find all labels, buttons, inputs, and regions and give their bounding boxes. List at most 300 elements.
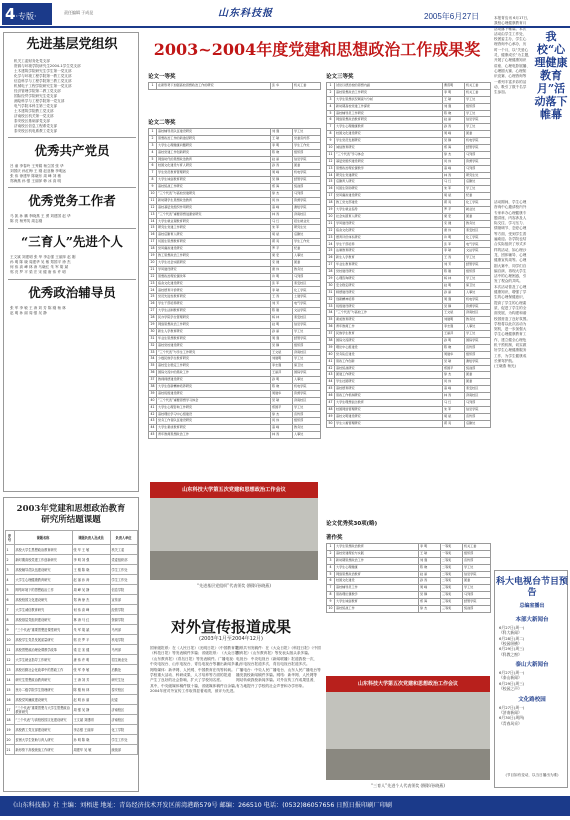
award-cell: 35 [149, 363, 157, 370]
award-cell: 刘建明 [271, 356, 293, 363]
award-cell: 网络思想政治工作研究 [157, 321, 271, 328]
award-cell: 青年教师思想政治工作 [157, 432, 271, 439]
award-cell: 6 [327, 578, 335, 585]
award-cell: 校园文化建设 [335, 578, 419, 585]
award-row [149, 191, 321, 198]
award-cell: 人事处 [293, 377, 321, 384]
award-cell: 赵 明 [271, 321, 293, 328]
award-cell: 高校德育研究 [335, 386, 443, 393]
photo1-caption: “先进基层党组织”代表领奖 (摄影/孙晓燕) [197, 583, 271, 588]
title-three-education: “三育人”先进个人 [21, 234, 123, 249]
research-cell: 14 [5, 675, 14, 685]
award-cell: 马列部 [293, 273, 321, 280]
award-row [327, 578, 491, 585]
award-cell: 胡 斌 [271, 232, 293, 239]
award-row [327, 83, 491, 90]
award-cell: 组织部 [293, 342, 321, 349]
org-item: 土木建筑学院研究生学生第一党支部 [14, 69, 72, 73]
award-cell: 林 涛 [271, 211, 293, 218]
award-cell: 23 [149, 280, 157, 287]
award-cell: 土建学院 [293, 294, 321, 301]
publicity-text-1 [150, 646, 243, 695]
award-cell: 29 [149, 321, 157, 328]
research-cell: 郑 海 徐 杰 [72, 595, 110, 605]
award-cell: 机关工委 [293, 83, 321, 90]
tv-program-line: 6月29日(周三) [499, 680, 525, 686]
research-cell: 6 [5, 595, 14, 605]
award-cell: 人事处 [465, 324, 491, 331]
publicity-line: 2004年度对外宣传工作取得显著成绩，被评为先进。 [150, 689, 237, 694]
award-cell: 大学生思想状况调查与分析 [335, 96, 443, 103]
award-row [149, 301, 321, 308]
award-cell: 团委 [293, 259, 321, 266]
award-cell: 28 [149, 315, 157, 322]
research-header-cell: 序号 [5, 531, 14, 545]
award-cell: 刘 芳 [443, 262, 465, 269]
publicity-line: 山东电视台报道多次，青岛电视台报道多次。 [236, 662, 310, 667]
publicity-title: 对外宣传报道成果 [170, 618, 291, 636]
award-cell: 陈 晓 [419, 564, 441, 571]
award-cell: 济南校区 [293, 397, 321, 404]
publicity-subtitle: (2003年1月至2004年12月) [199, 636, 263, 642]
sidebar-article-top [494, 200, 534, 370]
sidebar-line: 编自演，再现大学生 [494, 268, 527, 273]
award-row [327, 110, 491, 117]
award-cell: 2 [149, 135, 157, 142]
sidebar-line: 开展了心理健康知识 [494, 58, 527, 63]
research-cell: 唐 伟 许 明 [72, 655, 110, 665]
award-cell: 林 涛 [271, 432, 293, 439]
award-cell: 组织部 [463, 550, 491, 557]
award-row [149, 83, 321, 90]
award-cell: 高校基层党组织作用研究 [157, 204, 271, 211]
award-row [149, 321, 321, 328]
award-cell: 国际交流研究 [335, 337, 443, 344]
research-cell: 15 [5, 685, 14, 695]
award-cell: 安全稳定研究 [335, 282, 443, 289]
award-cell: 赵 丽 [419, 571, 441, 578]
award-row [327, 275, 491, 282]
award-cell: 学生社团研究 [335, 379, 443, 386]
award-cell: 网络时代的思想政治教育 [157, 156, 271, 163]
research-cell: “三个代表”与高校校园文化建设研究 [14, 715, 72, 725]
award-cell: 李 明 [443, 89, 465, 96]
research-cell: 17 [5, 705, 14, 715]
research-cell: 何 伟 高 峰 [72, 605, 110, 615]
research-row [5, 575, 137, 585]
award-row [327, 344, 491, 351]
first-prize-table [148, 82, 321, 90]
research-cell: 孙 明 陈 晓 [72, 735, 110, 745]
tv-station-name: 本部大新闻台 [515, 617, 549, 623]
award-cell: “三个代表”重要思想进课堂研究 [157, 211, 271, 218]
award-cell: 22 [327, 227, 335, 234]
award-cell: 保卫处 [465, 282, 491, 289]
research-cell: 20 [5, 735, 14, 745]
award-cell: 唐 伟 [443, 227, 465, 234]
award-row [327, 317, 491, 324]
page-number-box [2, 3, 52, 25]
award-cell: 周 峰 [443, 131, 465, 138]
sidebar-line: 好学生心理健康服务 [494, 348, 527, 353]
award-cell: 郭 亮 [271, 239, 293, 246]
award-cell: 文法学院 [465, 248, 491, 255]
sidebar-line: 样的活动，如心理沙 [494, 247, 527, 252]
award-row [327, 571, 491, 578]
award-cell: 宣传部 [463, 557, 491, 564]
award-cell: 刘 强 [443, 103, 465, 110]
award-row [327, 399, 491, 406]
member-list [10, 164, 136, 184]
award-cell: 三等奖 [441, 599, 463, 606]
tv-program-line: 《科大新闻》 [499, 630, 522, 636]
award-cell: 信息学院 [465, 406, 491, 413]
award-cell: 党委宣传部 [293, 135, 321, 142]
award-cell: 4 [327, 103, 335, 110]
award-cell: 信息学院 [465, 117, 491, 124]
award-cell: 李 明 [419, 544, 441, 551]
award-row [149, 239, 321, 246]
third-prize-title: 论文三等奖 [326, 74, 354, 80]
research-header-cell: 课题名称 [14, 531, 72, 545]
divider [8, 137, 136, 138]
award-cell: 新时期思想政治工作 [335, 557, 419, 564]
award-cell: 37 [327, 331, 335, 338]
publicity-line: 教育报》《山东教育报》等发表头版头条多篇。 [236, 651, 312, 656]
research-cell: 后勤处 [110, 665, 137, 675]
award-row [149, 432, 321, 439]
tv-sections [499, 613, 565, 727]
award-cell: 46 [327, 393, 335, 400]
award-cell: 张 军 [271, 280, 293, 287]
award-cell: 创新精神培养 [335, 296, 443, 303]
award-cell: 赵 明 [443, 282, 465, 289]
award-cell: 保卫处 [293, 363, 321, 370]
award-cell: 学工处 [293, 404, 321, 411]
award-cell: 高校统战工作 [335, 606, 419, 613]
award-cell: 陈 晓 [443, 110, 465, 117]
sidebar-line: 情绪调节、恋爱心理 [494, 226, 527, 231]
research-row [5, 715, 137, 725]
sidebar-line: 动，吸引了数千名学 [494, 84, 527, 89]
award-cell: 37 [149, 377, 157, 384]
divider [8, 187, 136, 188]
award-cell: 党校建设研究 [335, 269, 443, 276]
award-cell: 吴 敏 [443, 358, 465, 365]
award-cell: 学风建设研究 [335, 220, 443, 227]
award-cell: 王丽萍 [443, 331, 465, 338]
research-cell: 网络环境下的思想政治工作 [14, 585, 72, 595]
award-cell: 宿舍文化建设研究 [157, 280, 271, 287]
award-cell: 电气学院 [465, 241, 491, 248]
award-cell: 学工处 [465, 275, 491, 282]
award-cell: 18 [327, 200, 335, 207]
research-cell: 张 军 李 敏 [72, 665, 110, 675]
award-cell: 班级建设研究 [335, 303, 443, 310]
award-cell: 人事处 [293, 432, 321, 439]
award-cell: 后勤处 [465, 420, 491, 427]
award-cell: 马列部 [293, 191, 321, 198]
award-cell: 5 [327, 571, 335, 578]
award-row [149, 156, 321, 163]
award-cell: 大学生法制教育研究 [157, 308, 271, 315]
award-cell: 42 [327, 365, 335, 372]
award-cell: 思政理论课教学 [335, 592, 419, 599]
award-row [149, 149, 321, 156]
award-cell: 7 [327, 585, 335, 592]
award-cell: 32 [327, 296, 335, 303]
research-cell: 招生就业处 [110, 655, 137, 665]
sidebar-line: 理咨询中心承办，历 [494, 42, 527, 47]
research-cell: 信息学院 [110, 585, 137, 595]
sidebar-line: 契机，进一步加强大 [494, 327, 527, 332]
research-cell: 学生工作处 [110, 575, 137, 585]
award-row [149, 163, 321, 170]
award-cell: 党风廉政建设研究 [157, 246, 271, 253]
award-cell: 张 华 [271, 83, 293, 90]
award-cell: 高校党建工作创新研究 [157, 149, 271, 156]
first-prize-title: 论文一等奖 [148, 74, 176, 80]
award-row [149, 404, 321, 411]
award-cell: 社会实践育人研究 [335, 213, 443, 220]
award-row [327, 351, 491, 358]
award-row [327, 138, 491, 145]
award-cell: 诚信教育研究 [335, 145, 443, 152]
award-cell: 在新形势下加强高校思想政治工作的研究 [157, 83, 271, 90]
org-item: 化学与环境工程学院第一教工党支部 [14, 74, 72, 78]
research-cell: 赵 丽 孙 涛 [72, 575, 110, 585]
org-item: 资源与环境学院研究生2004-1学生党支部 [14, 64, 81, 68]
award-cell: 7 [149, 170, 157, 177]
award-cell: 27 [327, 262, 335, 269]
research-cell: 济南校区 [110, 705, 137, 715]
research-row [5, 635, 137, 645]
award-cell: 思想政治理论课教学 [335, 165, 443, 172]
header-small-info: 责任编辑 于成昆 [64, 10, 94, 15]
research-title [4, 504, 138, 526]
tv-program-line: 《科教之窗》 [499, 651, 522, 657]
publicity-line: 《科技日报》等发表稿件多篇；省级报纸：《大众日报》 [150, 651, 243, 656]
sidebar-line: 我校心理健康教育月 [494, 21, 527, 26]
award-cell: 王文斌 [443, 310, 465, 317]
award-cell: 陈 刚 [443, 269, 465, 276]
award-cell: 25 [327, 248, 335, 255]
award-cell: 36 [149, 370, 157, 377]
award-cell: 大学生社会实践研究 [157, 259, 271, 266]
org-item: 泰安校区基础部党支部 [14, 119, 50, 123]
award-cell: 少数民族学生教育研究 [157, 356, 271, 363]
award-cell: 团委 [293, 163, 321, 170]
award-cell: 化工学院 [465, 234, 491, 241]
award-row [327, 550, 491, 557]
award-row [149, 218, 321, 225]
award-cell: 纪委 [465, 193, 491, 200]
member-line: 郑海燕 孙 强 王丽萍 韩 冰 高 明 [10, 179, 62, 183]
award-cell: 48 [327, 406, 335, 413]
award-cell: 20 [327, 213, 335, 220]
award-cell: 电气学院 [293, 301, 321, 308]
award-cell: 资源学院 [465, 158, 491, 165]
research-cell: 高校后勤社会化改革中的思政工作 [14, 665, 72, 675]
award-cell: 学工处 [465, 110, 491, 117]
award-cell: 新生入学教育 [335, 255, 443, 262]
research-cell: 赵 明 孙 丽 [72, 695, 110, 705]
award-cell: 机电学院 [293, 383, 321, 390]
award-row [149, 377, 321, 384]
sidebar-line: 时一个月，以“关爱心 [494, 47, 529, 52]
award-row [327, 564, 491, 571]
award-cell: 10 [149, 191, 157, 198]
award-cell: 教师师德建设研究 [157, 377, 271, 384]
award-cell: 学工处 [463, 564, 491, 571]
sidebar-line: 生的心理保健意识， [494, 295, 527, 300]
award-cell: 学生党员发展研究 [335, 138, 443, 145]
research-cell: 21 [5, 745, 14, 755]
award-cell: 学工处 [293, 129, 321, 136]
award-cell: 高校理论学习中心组建设 [157, 411, 271, 418]
research-cell: 济南校区 [110, 715, 137, 725]
research-cell: 高校思想政治理论课教学改革 [14, 645, 72, 655]
research-cell: 李 明 刘 强 [72, 555, 110, 565]
award-cell: 网络思想政治教育 [335, 571, 419, 578]
award-row [149, 418, 321, 425]
award-cell: 二等奖 [441, 557, 463, 564]
award-cell: 高校德育评价研究 [157, 287, 271, 294]
publicity-line: 中央电视台、山东电视台、青岛电视台等播出新闻多条。 [150, 662, 243, 667]
research-row [5, 615, 137, 625]
publicity-line: 《山东教育报》《青岛日报》等发表稿件。广播电视： [150, 656, 237, 661]
tv-station-name: 文化路校园 [518, 696, 546, 703]
award-cell: 19 [327, 207, 335, 214]
sidebar-line: 学校将以此次活动为 [494, 321, 527, 326]
award-row [149, 411, 321, 418]
award-cell: 团委 [465, 372, 491, 379]
sidebar-line: 际交往、学习压力、 [494, 221, 527, 226]
award-cell: 9 [327, 138, 335, 145]
sidebar-line: 提高了学生的心理素 [494, 300, 527, 305]
award-cell: 17 [149, 239, 157, 246]
title-excellent-party-members: 优秀共产党员 [34, 143, 110, 158]
research-cell: 1 [5, 545, 14, 555]
award-cell: 基层党组织建设研究 [335, 158, 443, 165]
award-cell: “三个代表”与高校党建研究 [157, 191, 271, 198]
award-cell: 学生工作处 [293, 239, 321, 246]
award-row [149, 370, 321, 377]
award-cell: 8 [327, 131, 335, 138]
award-cell: 10 [327, 145, 335, 152]
award-cell: 团委 [465, 379, 491, 386]
award-row [149, 259, 321, 266]
sidebar-line: 工作，为学生健康成 [494, 353, 527, 358]
award-cell: 学生党员教育管理研究 [157, 170, 271, 177]
award-row [149, 349, 321, 356]
award-row [327, 379, 491, 386]
research-row [5, 585, 137, 595]
sidebar-line: 咨询中心邀请校内外 [494, 205, 527, 210]
award-cell: 赵 丽 [271, 156, 293, 163]
research-cell: “三个代表”重要思想进课堂研究 [14, 625, 72, 635]
award-cell: 何 伟 [443, 158, 465, 165]
research-cell: 纪委 [110, 695, 137, 705]
award-cell: 大学生心理健康问题研究 [157, 142, 271, 149]
sidebar-line: 本报青岛讯 6月17日， [494, 16, 531, 20]
research-cell: 林 涛 马 红 [72, 615, 110, 625]
award-cell: 胡 斌 [443, 413, 465, 420]
org-item: 经济管理学院第二教工党支部 [14, 89, 61, 93]
award-cell: 6 [327, 117, 335, 124]
award-row [327, 289, 491, 296]
award-cell: 济南校区 [465, 393, 491, 400]
award-cell: 组织部 [465, 269, 491, 276]
award-cell: 徐 杰 [443, 372, 465, 379]
worker-list [10, 214, 136, 224]
award-row [327, 282, 491, 289]
research-row [5, 565, 137, 575]
award-cell: 大学生心理咨询工作研究 [157, 404, 271, 411]
ceremony-photo-1 [150, 482, 318, 580]
award-cell: 胡 斌 [443, 193, 465, 200]
award-cell: 测绘学院 [293, 204, 321, 211]
research-cell: 民办二级学院学生管理研究 [14, 685, 72, 695]
award-cell: 宋 健 [271, 259, 293, 266]
award-cell: 经管学院 [463, 599, 491, 606]
ceremony-photo-2 [326, 676, 490, 780]
award-row [149, 328, 321, 335]
award-cell: 资源学院 [465, 303, 491, 310]
award-cell: 组织部 [293, 149, 321, 156]
award-cell: 校园文化建设与育人研究 [157, 163, 271, 170]
award-row [327, 262, 491, 269]
award-row [149, 425, 321, 432]
award-cell: 徐 杰 [271, 411, 293, 418]
award-cell: 吴 静 [443, 138, 465, 145]
research-cell: 4 [5, 575, 14, 585]
publicity-text-2 [236, 646, 320, 689]
award-row [327, 207, 491, 214]
award-row [149, 232, 321, 239]
award-cell: 国际交流中的思政工作 [157, 370, 271, 377]
award-cell: 郑 海 [419, 599, 441, 606]
research-row [5, 545, 137, 555]
award-row [327, 165, 491, 172]
award-cell: 李志强 [443, 324, 465, 331]
award-row [327, 145, 491, 152]
award-cell: 43 [327, 372, 335, 379]
member-line: 刘国庆 孙红梅 王 刚 赵亚楠 李明远 [10, 169, 67, 173]
research-table [5, 530, 138, 755]
award-cell: 思政工作机制研究 [335, 393, 443, 400]
excellent-title: 论文优秀奖30项(略) [326, 521, 378, 527]
research-header-cell: 课题负责人及成员 [72, 531, 110, 545]
research-row [5, 675, 137, 685]
award-cell: 大学生就业观教育研究 [157, 218, 271, 225]
award-cell: 高校班级建设研究 [157, 390, 271, 397]
award-cell: 吴 静 [271, 177, 293, 184]
org-item: 济南校区信息工程系党支部 [14, 124, 58, 128]
award-cell: 二等奖 [441, 564, 463, 571]
award-cell: 郑国平 [443, 365, 465, 372]
award-cell: 机电学院 [465, 296, 491, 303]
publicity-line: 有力地提升了学校的社会声誉和办学形象。 [236, 683, 307, 688]
award-row [149, 246, 321, 253]
award-cell: 13 [327, 165, 335, 172]
award-cell: 陈 晓 [271, 383, 293, 390]
award-cell: 30 [327, 282, 335, 289]
award-cell: 23 [327, 234, 335, 241]
award-cell: 郑 海 [271, 184, 293, 191]
research-cell: 党委组织部 [110, 555, 137, 565]
award-cell: 学工处 [465, 186, 491, 193]
